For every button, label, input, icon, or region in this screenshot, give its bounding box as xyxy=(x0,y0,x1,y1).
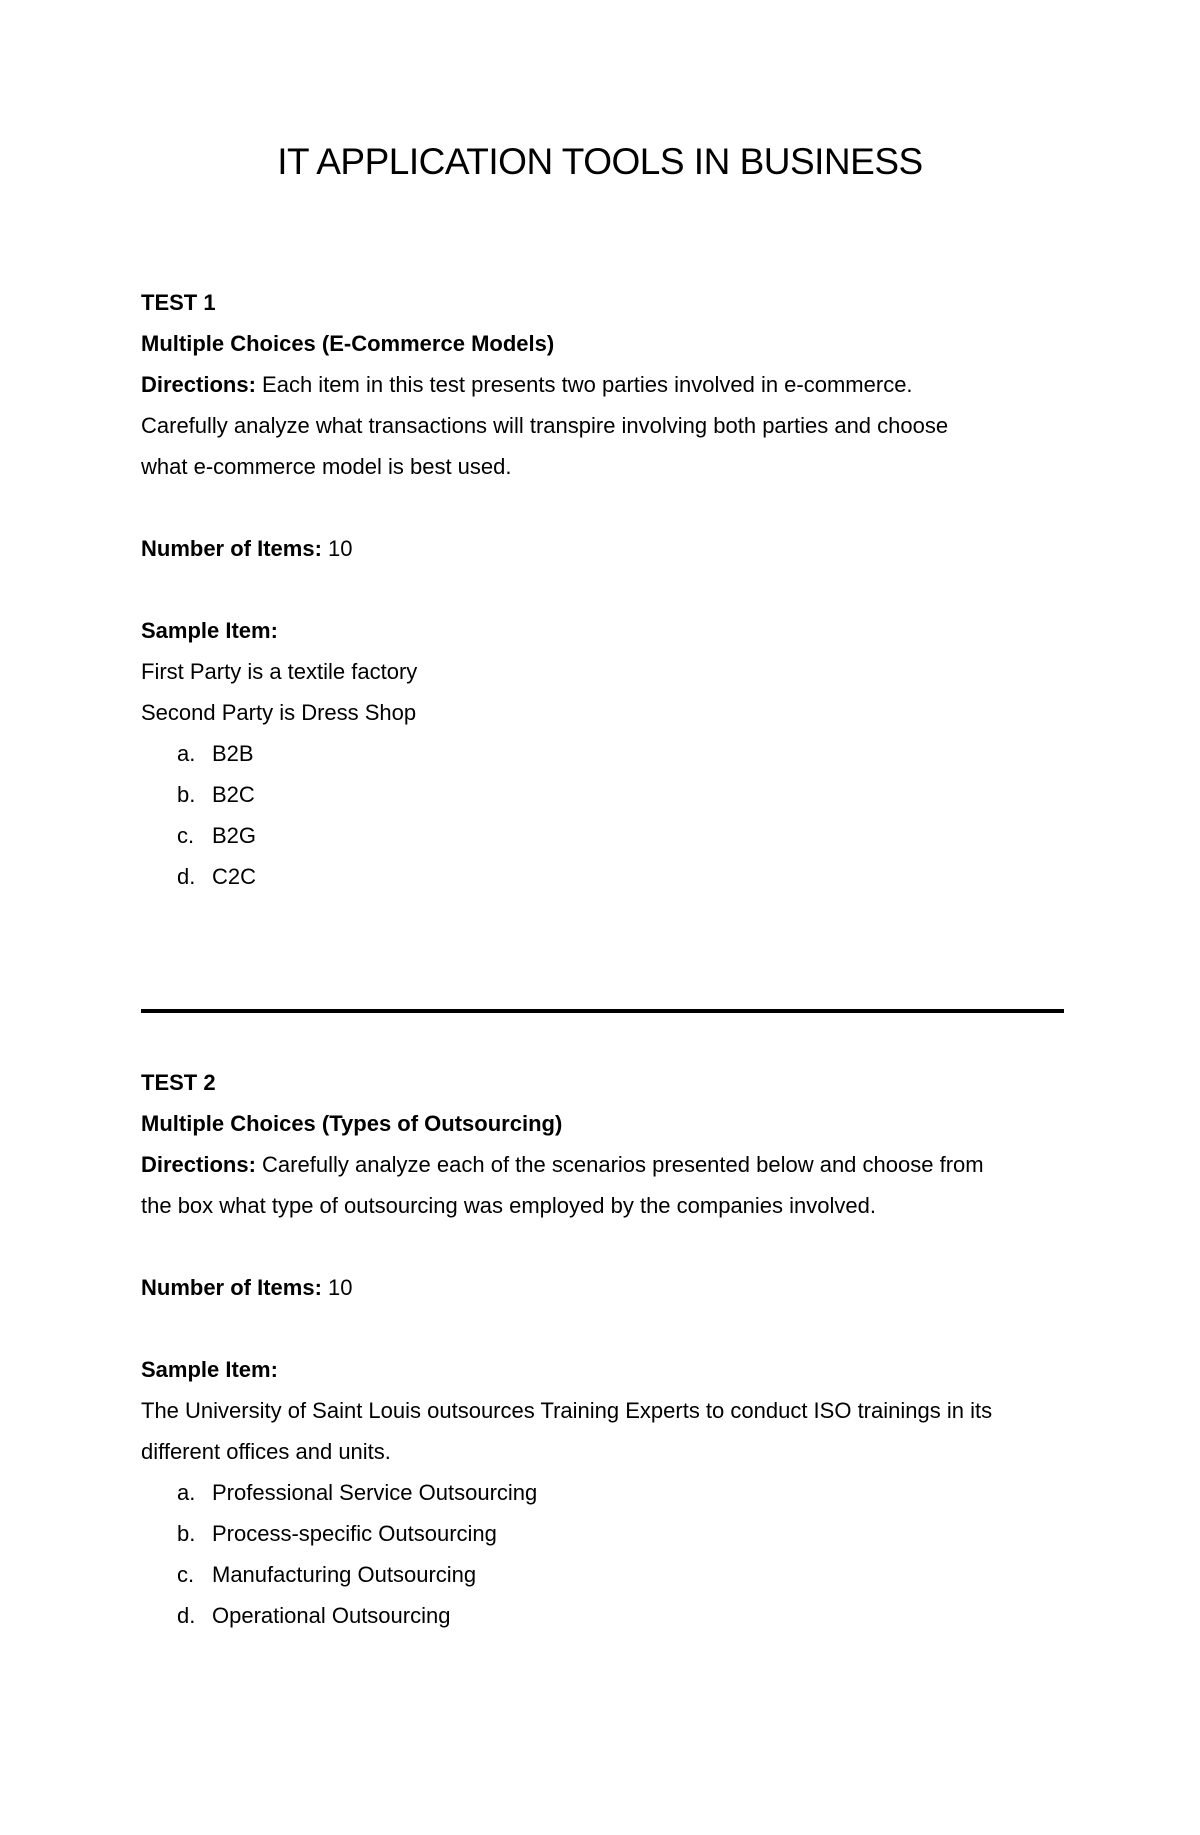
choice-text: B2G xyxy=(212,823,257,848)
choice-letter: d. xyxy=(177,864,196,889)
number-of-items-value: 10 xyxy=(328,1275,353,1300)
directions-text: Each item in this test presents two parties involved in e-commerce. xyxy=(262,372,913,397)
test-heading: TEST 2 xyxy=(141,1070,216,1095)
test-subheading: Multiple Choices (E-Commerce Models) xyxy=(141,331,555,356)
test-subheading: Multiple Choices (Types of Outsourcing) xyxy=(141,1111,563,1136)
directions-line xyxy=(141,1144,1061,1185)
directions-label: Directions: xyxy=(141,372,256,397)
choice-text: C2C xyxy=(212,864,257,889)
test-directions xyxy=(141,1144,1061,1226)
directions-label: Directions: xyxy=(141,1152,256,1177)
choice-text: Process-specific Outsourcing xyxy=(212,1521,497,1546)
choice-letter: c. xyxy=(177,1562,195,1587)
sample-item-line: First Party is a textile factory xyxy=(141,659,418,684)
directions-line: Carefully analyze what transactions will transpire involving both parties and choose xyxy=(141,413,949,438)
directions-line: the box what type of outsourcing was employed by the companies involved. xyxy=(141,1193,876,1218)
choice-letter: b. xyxy=(177,782,196,807)
number-of-items-label: Number of Items: xyxy=(141,1275,322,1300)
choice-text: B2B xyxy=(212,741,254,766)
choice-item xyxy=(141,815,1061,856)
test-heading: TEST 1 xyxy=(141,290,216,315)
directions-line: what e-commerce model is best used. xyxy=(141,454,512,479)
number-of-items-label: Number of Items: xyxy=(141,536,322,561)
number-of-items xyxy=(141,528,1061,569)
sample-item-label: Sample Item: xyxy=(141,618,278,643)
sample-item-label: Sample Item: xyxy=(141,1357,278,1382)
directions-line xyxy=(141,364,1061,405)
choice-text: Professional Service Outsourcing xyxy=(212,1480,538,1505)
sample-item-line: different offices and units. xyxy=(141,1439,391,1464)
sample-item-line: Second Party is Dress Shop xyxy=(141,700,417,725)
test-1-section xyxy=(141,282,1061,897)
number-of-items-value: 10 xyxy=(328,536,353,561)
choice-item xyxy=(141,856,1061,897)
choice-letter: d. xyxy=(177,1603,196,1628)
choice-letter: c. xyxy=(177,823,195,848)
test-2-section xyxy=(141,1062,1061,1636)
choice-item xyxy=(141,1513,1061,1554)
choice-item xyxy=(141,1554,1061,1595)
choice-letter: b. xyxy=(177,1521,196,1546)
choice-item xyxy=(141,733,1061,774)
choice-letter: a. xyxy=(177,741,196,766)
section-divider xyxy=(141,1009,1064,1013)
choice-item xyxy=(141,1472,1061,1513)
choice-text: Manufacturing Outsourcing xyxy=(212,1562,477,1587)
sample-item-line: The University of Saint Louis outsources Training Experts to conduct ISO trainings in its xyxy=(141,1398,993,1423)
test-directions xyxy=(141,364,1061,487)
choice-text: Operational Outsourcing xyxy=(212,1603,451,1628)
choice-letter: a. xyxy=(177,1480,196,1505)
choice-list xyxy=(141,733,1061,897)
number-of-items xyxy=(141,1267,1061,1308)
choice-item xyxy=(141,1595,1061,1636)
choice-item xyxy=(141,774,1061,815)
directions-text: Carefully analyze each of the scenarios presented below and choose from xyxy=(262,1152,984,1177)
choice-text: B2C xyxy=(212,782,255,807)
choice-list xyxy=(141,1472,1061,1636)
document-title: IT APPLICATION TOOLS IN BUSINESS xyxy=(277,141,923,182)
